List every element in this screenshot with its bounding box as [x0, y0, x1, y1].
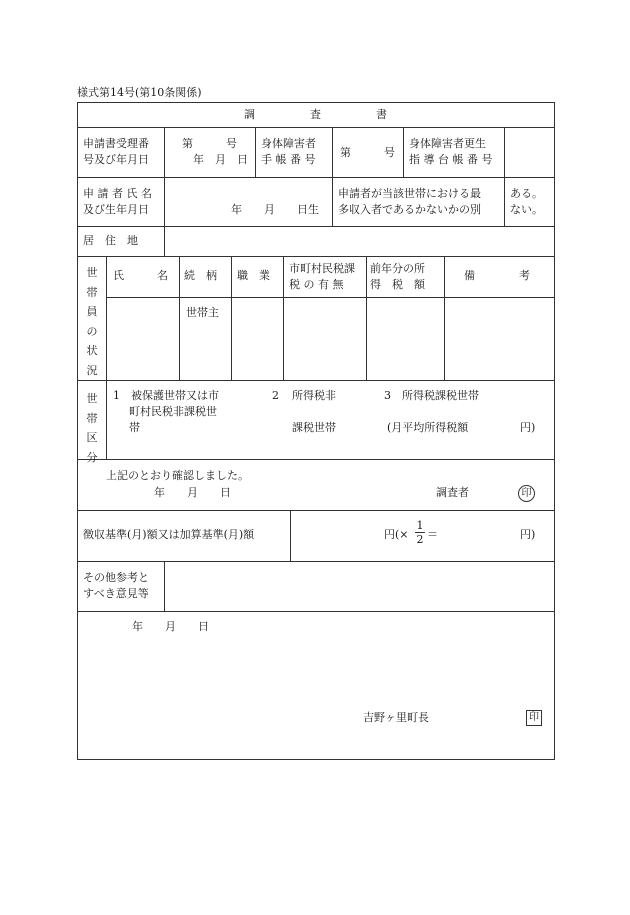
- rule: [164, 561, 165, 611]
- tax-header: 市町村民税課: [289, 262, 355, 275]
- investigator-label: 調査者: [436, 486, 469, 499]
- applicant-label: 申 請 者 氏 名: [83, 187, 152, 200]
- name-header: 氏 名: [113, 269, 168, 282]
- household-section-label: 世 帯 員 の 状 況: [86, 266, 98, 377]
- rule: [255, 127, 256, 177]
- receipt-label: 号及び年月日: [83, 153, 149, 166]
- rule: [78, 177, 554, 178]
- answer-no: ない。: [510, 203, 543, 216]
- income-question: 申請者が当該世帯における最: [338, 187, 481, 200]
- rule: [164, 226, 165, 256]
- rule: [231, 256, 232, 380]
- cert-label: 身体障害者: [261, 137, 316, 150]
- rule: [444, 256, 445, 380]
- one-half-fraction: 1 2: [416, 519, 424, 546]
- cert-label: 手 帳 番 号: [261, 153, 316, 166]
- rule: [283, 256, 284, 380]
- rule: [106, 380, 107, 459]
- occupation-header: 職 業: [237, 269, 270, 282]
- rule: [78, 380, 554, 381]
- rule: [366, 256, 367, 380]
- form-frame: [77, 102, 555, 760]
- category-option-1: 帯: [129, 421, 140, 434]
- rule: [78, 510, 554, 511]
- rule: [504, 127, 505, 226]
- birth-date: 年 月 日生: [231, 203, 319, 216]
- category-option-2-number: 2: [272, 389, 279, 402]
- cert-number: 第 号: [340, 146, 395, 159]
- category-option-2: 所得税非: [292, 389, 336, 402]
- rule: [106, 256, 107, 380]
- rule: [164, 127, 165, 226]
- rule: [78, 611, 554, 612]
- category-option-3: (月平均所得税額: [387, 421, 469, 434]
- mayor-seal: 印: [526, 710, 542, 726]
- rule: [332, 127, 333, 226]
- tax-header: 税 の 有 無: [289, 278, 344, 291]
- confirm-date: 年 月 日: [154, 486, 231, 499]
- applicant-label: 及び生年月日: [83, 203, 149, 216]
- notes-label: その他参考と: [83, 571, 149, 584]
- category-option-1: 町村民税非課税世: [129, 405, 217, 418]
- rehab-label: 指 導 台 帳 番 号: [409, 153, 493, 166]
- receipt-label: 申請書受理番: [83, 137, 149, 150]
- head-of-household: 世帯主: [186, 306, 219, 319]
- relation-header: 続 柄: [184, 269, 217, 282]
- rule: [78, 459, 554, 460]
- income-question: 多収入者であるかないかの別: [338, 203, 481, 216]
- rule: [78, 226, 554, 227]
- confirm-text: 上記のとおり確認しました。: [106, 469, 249, 482]
- form-number: 様式第14号(第10条関係): [77, 86, 202, 99]
- rule: [78, 561, 554, 562]
- rule: [106, 297, 554, 298]
- standard-label: 徴収基準(月)額又は加算基準(月)額: [83, 528, 255, 541]
- rule: [179, 256, 180, 380]
- footer-date: 年 月 日: [132, 620, 209, 633]
- rehab-label: 身体障害者更生: [409, 137, 486, 150]
- income-header: 得 税 額: [370, 278, 425, 291]
- rule: [78, 127, 554, 128]
- answer-yes: ある。: [510, 187, 543, 200]
- category-section-label: 世 帯 区 分: [86, 392, 98, 464]
- investigator-seal: 印: [518, 485, 535, 502]
- remarks-header: 備 考: [464, 269, 530, 282]
- income-header: 前年分の所: [370, 262, 425, 275]
- receipt-date: 年 月 日: [193, 153, 248, 166]
- category-option-1: 1 被保護世帯又は市: [113, 389, 219, 402]
- standard-equals: ＝: [427, 528, 438, 541]
- standard-yen-prefix: 円(×: [384, 528, 409, 541]
- receipt-number: 第 号: [182, 137, 237, 150]
- category-option-3-yen: 円): [520, 421, 536, 434]
- rule: [403, 127, 404, 177]
- form-title: 調 査 書: [244, 108, 387, 121]
- standard-yen-suffix: 円): [520, 528, 536, 541]
- residence-label: 居 住 地: [83, 234, 138, 247]
- mayor-title: 吉野ヶ里町長: [363, 711, 429, 724]
- category-option-3: 3 所得税課税世帯: [384, 389, 479, 402]
- category-option-2: 課税世帯: [292, 421, 336, 434]
- rule: [290, 510, 291, 561]
- rule: [78, 256, 554, 257]
- notes-label: すべき意見等: [83, 587, 149, 600]
